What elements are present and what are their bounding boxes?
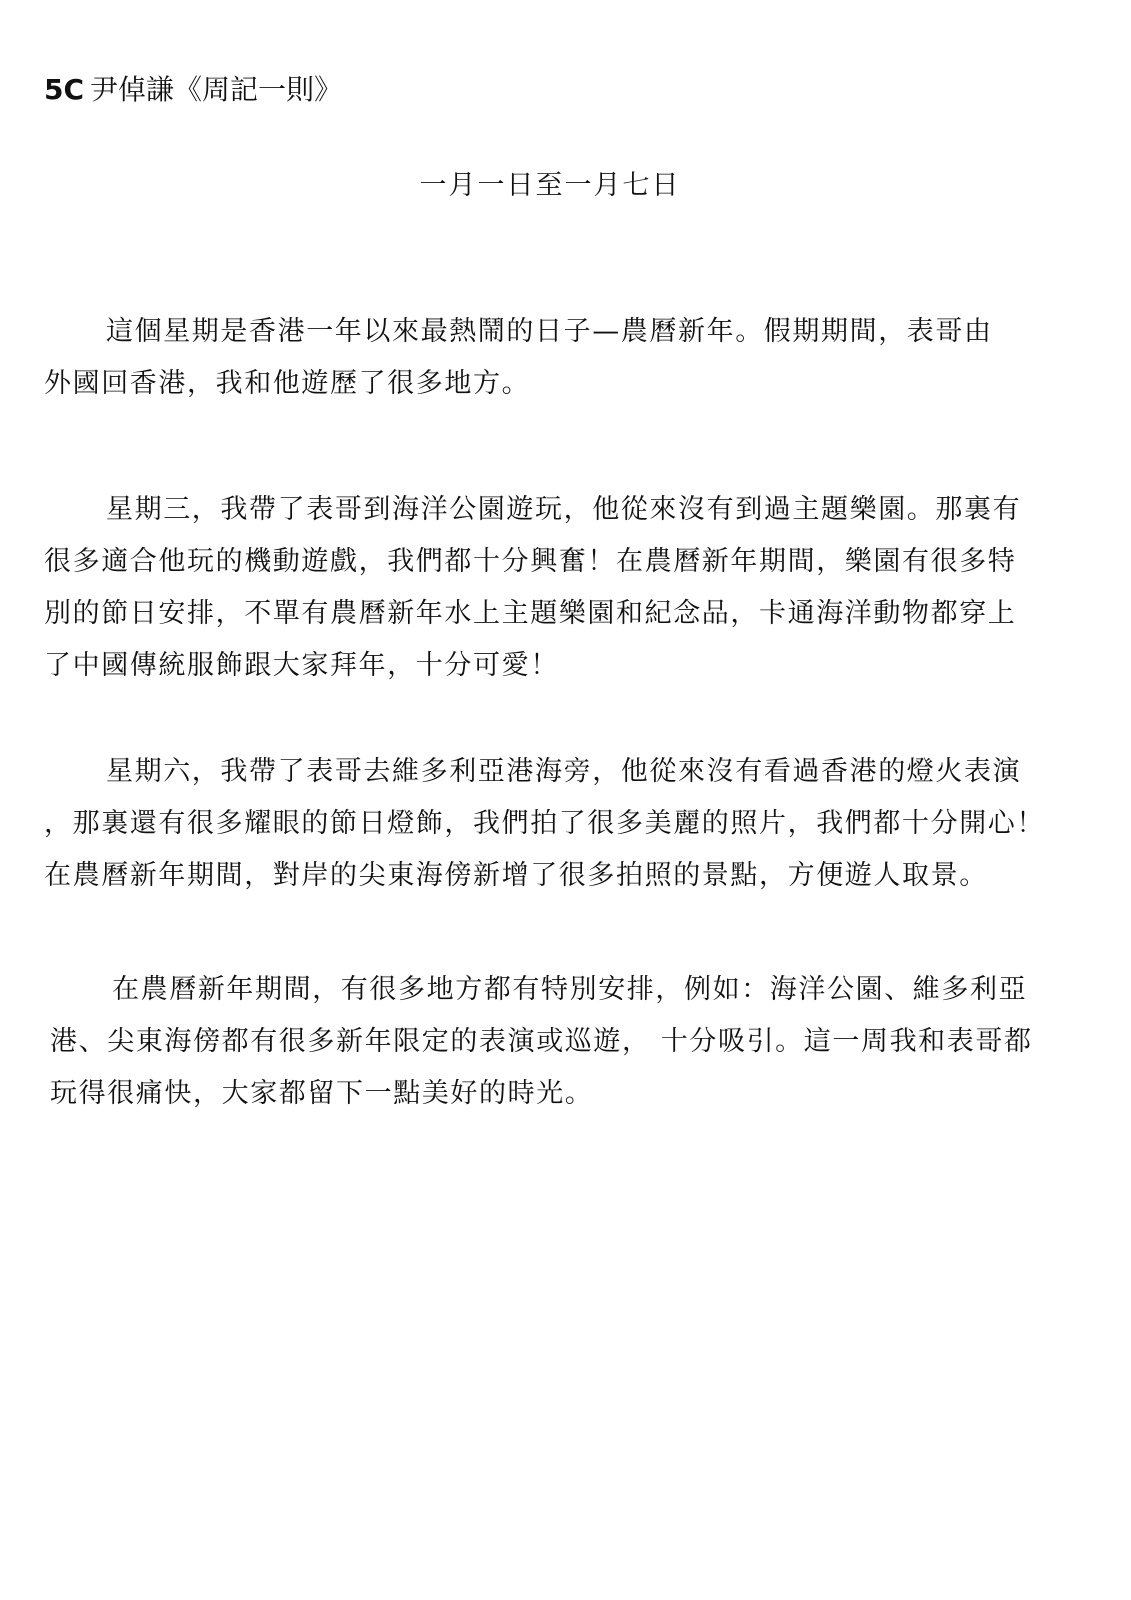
paragraph-line: 在農曆新年期間，對岸的尖東海傍新增了很多拍照的景點，方便遊人取景。 <box>44 860 988 891</box>
document-header <box>44 70 342 110</box>
author-and-title: 尹倬謙《周記一則》 <box>90 73 343 106</box>
paragraph-1 <box>44 306 1084 410</box>
paragraph-line: 這個星期是香港一年以來最熱鬧的日子—農曆新年。假期期間，表哥由 <box>106 316 993 347</box>
paragraph-line: 別的節日安排，不單有農曆新年水上主題樂園和紀念品，卡通海洋動物都穿上 <box>44 598 1017 629</box>
paragraph-line: 港、尖東海傍都有很多新年限定的表演或巡遊， 十分吸引。這一周我和表哥都 <box>50 1026 1033 1057</box>
paragraph-line: ，那裏還有很多耀眼的節日燈飾，我們拍了很多美麗的照片，我們都十分開心！ <box>44 808 1045 839</box>
date-range: 一月一日至一月七日 <box>419 170 681 201</box>
paragraph-line: 在農曆新年期間，有很多地方都有特別安排，例如：海洋公園、維多利亞 <box>112 974 1028 1005</box>
paragraph-4 <box>50 964 1090 1120</box>
class-code: 5C <box>44 73 85 106</box>
paragraph-3 <box>44 746 1084 902</box>
paragraph-line: 外國回香港，我和他遊歷了很多地方。 <box>44 368 531 399</box>
paragraph-line: 玩得很痛快，大家都留下一點美好的時光。 <box>50 1078 594 1109</box>
paragraph-line: 星期三，我帶了表哥到海洋公園遊玩，他從來沒有到過主題樂園。那裏有 <box>106 494 1022 525</box>
paragraph-2 <box>44 484 1084 692</box>
paragraph-line: 了中國傳統服飾跟大家拜年，十分可愛！ <box>44 650 559 681</box>
paragraph-line: 很多適合他玩的機動遊戲，我們都十分興奮！在農曆新年期間，樂園有很多特 <box>44 546 1017 577</box>
paragraph-line: 星期六，我帶了表哥去維多利亞港海旁，他從來沒有看過香港的燈火表演 <box>106 756 1022 787</box>
